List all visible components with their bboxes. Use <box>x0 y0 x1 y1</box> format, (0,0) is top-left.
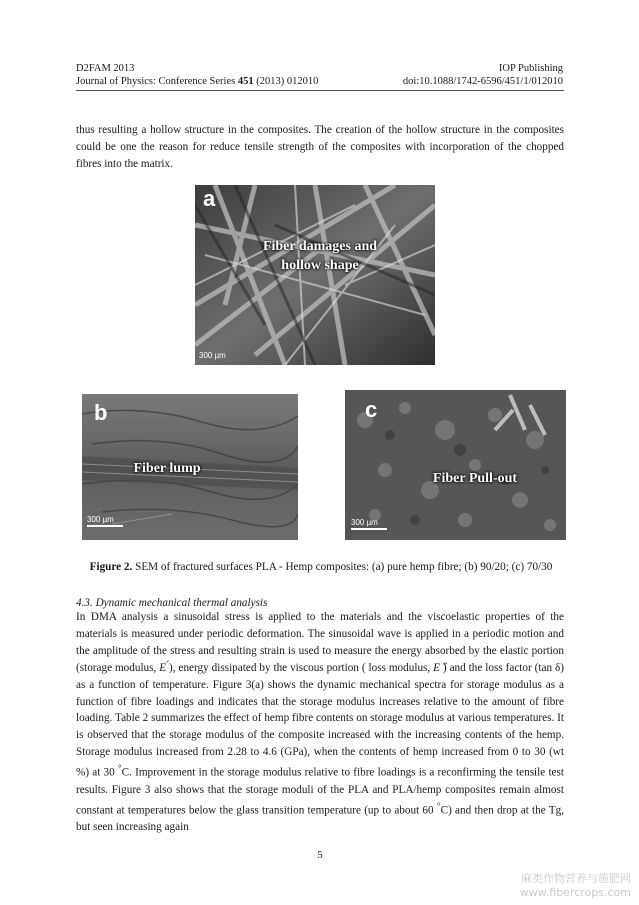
intro-paragraph: thus resulting a hollow structure in the composites. The creation of the hollow structure in the composites could be one the reason for reduce tensile strength of the composites with incorporation of the chopped fibres into the matrix. <box>76 124 564 170</box>
storage-modulus-symbol: E ́ <box>159 661 170 674</box>
panel-a-label <box>225 237 415 275</box>
body-text-5: C) and then drop at the Tg, but seen increasing again <box>76 804 564 834</box>
watermark-line1: 麻类作物营养与施肥网 <box>521 872 631 885</box>
panel-c-label: Fiber Pull-out <box>432 471 518 486</box>
scale-bar-a <box>199 351 226 360</box>
loss-modulus-symbol: E ̋ <box>433 661 443 674</box>
panel-a-label-line1: Fiber damages and <box>262 239 378 254</box>
body-text-2: ), energy dissipated by the viscous portion ( loss modulus, <box>169 661 434 674</box>
journal-title: Journal of Physics: Conference Series <box>76 76 238 87</box>
figure-caption <box>86 560 556 574</box>
scale-bar-c-text: 300 µm <box>351 518 378 527</box>
degree-symbol-1: ° <box>117 764 122 775</box>
doi: doi:10.1088/1742-6596/451/1/012010 <box>402 76 563 87</box>
section-heading: 4.3. Dynamic mechanical thermal analysis <box>76 597 268 609</box>
page-number: 5 <box>317 850 323 861</box>
panel-letter-a: a <box>203 186 216 211</box>
header-rule <box>76 90 564 91</box>
caption-text: SEM of fractured surfaces PLA - Hemp composites: (a) pure hemp fibre; (b) 90/20; (c) 70/30 <box>132 561 553 573</box>
header-right <box>303 62 563 88</box>
publisher: IOP Publishing <box>498 63 563 74</box>
body-text-3: ) and the loss factor (tan δ) as a function of temperature. Figure 3(a) shows the dynamic mechanical spectra for storage modulus as a function of fibre loadings and indicates that the storage modulus increases relative to the amount of fibre loading. Table 2 summarizes the effect of hemp fibre contents on storage modulus at various temperatures. It is observed that the storage modulus of the composite increased with the increasing contents of the hemp. Storage modulus increased from 2.28 to 4.6 (GPa), when the contents of hemp increased from 0 to 30 (wt %) at 30 <box>76 661 564 779</box>
panel-letter-c: c <box>365 397 378 422</box>
scale-bar-b <box>87 515 123 527</box>
journal-year-article: (2013) 012010 <box>253 76 319 87</box>
body-text-1: In DMA analysis a sinusoidal stress is applied to the materials and the viscoelastic properties of the materials is measured under periodic deformation. The sinusoidal wave is applied in a periodic motion and the amplitude of the stress and resulting strain is used to measure the energy absorbed by the elastic portion (storage modulus, <box>76 611 564 674</box>
degree-symbol-2: ° <box>436 801 441 812</box>
sem-image-c <box>345 390 566 540</box>
panel-b-label: Fiber lump <box>133 461 201 476</box>
conference-name: D2FAM 2013 <box>76 63 135 74</box>
scale-bar-c <box>351 518 387 530</box>
journal-volume: 451 <box>237 76 254 87</box>
panel-letter-b: b <box>94 400 108 425</box>
panel-a-label-line2: hollow shape <box>281 258 359 273</box>
scale-bar-a-text: 300 µm <box>199 351 226 360</box>
watermark <box>520 872 631 900</box>
sem-image-a <box>195 185 435 365</box>
section-body <box>76 609 564 836</box>
watermark-line2: www.fibercrops.com <box>519 886 631 899</box>
sem-image-b <box>82 394 298 540</box>
caption-label: Figure 2. <box>89 561 133 573</box>
body-text-4: C. Improvement in the storage modulus relative to fibre loadings is a reconfirming the tensile test results. Figure 3 also shows that the storage moduli of the PLA and PLA/hemp composites remain almost constant at temperatures below the glass transition temperature (up to about 60 <box>76 766 564 817</box>
scale-bar-b-text: 300 µm <box>87 515 114 524</box>
